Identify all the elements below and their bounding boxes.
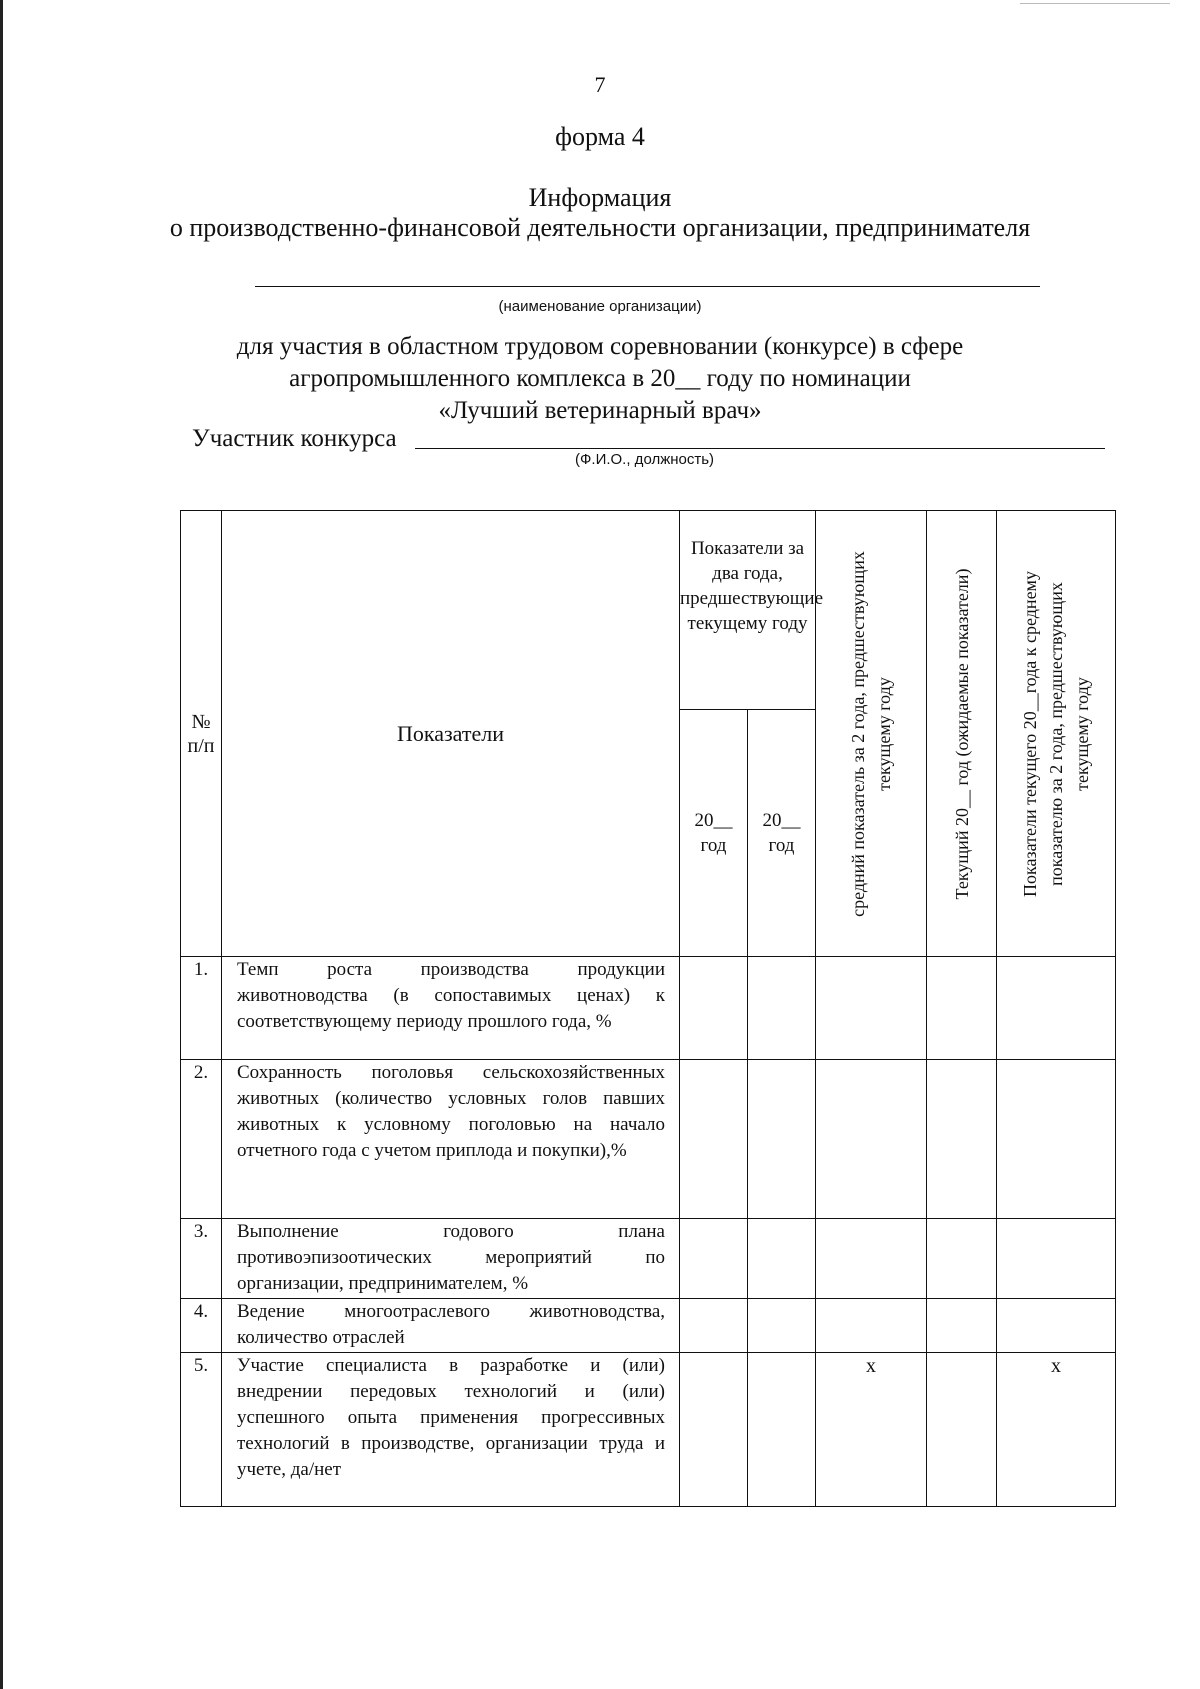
header-two-years: Показатели за два года, предшествующие текущему году — [680, 511, 816, 710]
row-number: 1. — [181, 957, 222, 1060]
current-value-cell — [927, 957, 997, 1060]
row-indicator: Участие специалиста в разработке и (или) внедрении передовых технологий и (или) успешного опыта применения прогрессивных технологий в производстве, организации труда и учете, да/нет — [222, 1353, 680, 1507]
average-value-cell — [816, 1060, 927, 1219]
ratio-value-cell — [997, 1219, 1116, 1299]
year1-value-cell — [680, 957, 748, 1060]
current-value-cell — [927, 1219, 997, 1299]
year2-value-cell — [748, 1060, 816, 1219]
table-row — [181, 1299, 1116, 1353]
header-average: средний показатель за 2 года, предшествующих текущему году — [848, 550, 895, 917]
average-value-cell: х — [816, 1353, 927, 1507]
year2-value-cell — [748, 957, 816, 1060]
row-number: 2. — [181, 1060, 222, 1219]
year2-value-cell — [748, 1353, 816, 1507]
average-value-cell — [816, 957, 927, 1060]
organization-name-line — [255, 286, 1040, 287]
header-number: № п/п — [181, 511, 222, 957]
ratio-value-cell: х — [997, 1353, 1116, 1507]
scan-top-mark — [1020, 3, 1170, 4]
row-number: 4. — [181, 1299, 222, 1353]
average-value-cell — [816, 1219, 927, 1299]
header-ratio-cell — [997, 511, 1116, 957]
scan-left-edge — [0, 0, 3, 1689]
year2-value-cell — [748, 1219, 816, 1299]
purpose-line-1: для участия в областном трудовом соревновании (конкурсе) в сфере — [236, 333, 964, 360]
form-label: форма 4 — [555, 122, 645, 151]
current-value-cell — [927, 1060, 997, 1219]
header-year-2: 20__ год — [748, 710, 816, 957]
row-indicator: Темп роста производства продукции животноводства (в сопоставимых ценах) к соответствующему периоду прошлого года, % — [222, 957, 680, 1060]
participant-name-line — [415, 448, 1105, 449]
nomination-line: «Лучший ветеринарный врач» — [438, 397, 762, 424]
document-subtitle: о производственно-финансовой деятельности организации, предпринимателя — [169, 213, 1031, 242]
table-row — [181, 1353, 1116, 1507]
header-ratio: Показатели текущего 20__года к среднему показателю за 2 года, предшествующих текущему году — [1020, 570, 1093, 897]
page-number: 7 — [594, 72, 606, 97]
year1-value-cell — [680, 1299, 748, 1353]
year1-value-cell — [680, 1060, 748, 1219]
header-current: Текущий 20__ год (ожидаемые показатели) — [951, 568, 972, 899]
table-row — [181, 957, 1116, 1060]
header-year-1: 20__ год — [680, 710, 748, 957]
participant-caption: (Ф.И.О., должность) — [575, 451, 715, 468]
ratio-value-cell — [997, 1060, 1116, 1219]
row-indicator: Ведение многоотраслевого животноводства, количество отраслей — [222, 1299, 680, 1353]
row-indicator: Сохранность поголовья сельскохозяйственных животных (количество условных голов павших животных к условному поголовью на начало отчетного года с учетом приплода и покупки),% — [222, 1060, 680, 1219]
year2-value-cell — [748, 1299, 816, 1353]
row-number: 3. — [181, 1219, 222, 1299]
purpose-line-2: агропромышленного комплекса в 20__ году по номинации — [289, 365, 911, 392]
ratio-value-cell — [997, 1299, 1116, 1353]
organization-caption: (наименование организации) — [498, 298, 702, 315]
header-current-cell — [927, 511, 997, 957]
document-title: Информация — [528, 183, 672, 212]
table-row — [181, 1060, 1116, 1219]
current-value-cell — [927, 1353, 997, 1507]
year1-value-cell — [680, 1353, 748, 1507]
row-number: 5. — [181, 1353, 222, 1507]
ratio-value-cell — [997, 957, 1116, 1060]
current-value-cell — [927, 1299, 997, 1353]
header-indicators: Показатели — [222, 511, 680, 957]
indicators-table — [180, 510, 1116, 1507]
average-value-cell — [816, 1299, 927, 1353]
participant-label: Участник конкурса — [192, 425, 397, 452]
row-indicator: Выполнение годового плана противоэпизоотических мероприятий по организации, предпринимателем, % — [222, 1219, 680, 1299]
header-average-cell — [816, 511, 927, 957]
year1-value-cell — [680, 1219, 748, 1299]
table-row — [181, 1219, 1116, 1299]
